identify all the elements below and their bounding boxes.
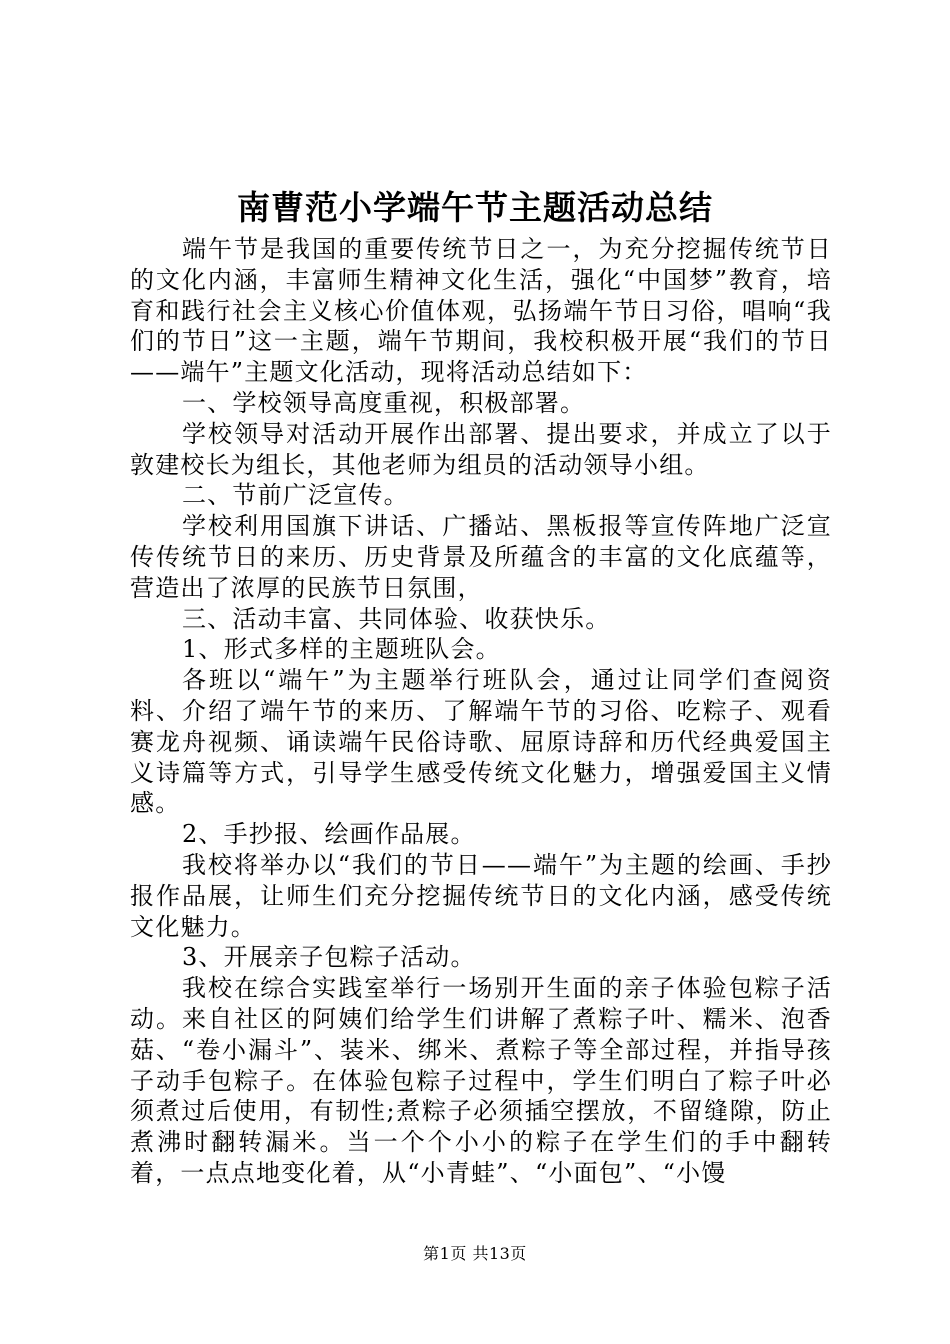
intro-paragraph: 端午节是我国的重要传统节日之一，为充分挖掘传统节日的文化内涵，丰富师生精神文化生活，强化“中国梦”教育，培育和践行社会主义核心价值体观，弘扬端午节日习俗，唱响“我们的节日”这一主题，端午节期间，我校积极开展“我们的节日——端午”主题文化活动，现将活动总结如下：: [130, 235, 832, 387]
section-heading-2: 二、节前广泛宣传。: [182, 481, 409, 510]
section-2-paragraph: 学校利用国旗下讲话、广播站、黑板报等宣传阵地广泛宣传传统节日的来历、历史背景及所蕴含的丰富的文化底蕴等，营造出了浓厚的民族节日氛围，: [130, 512, 832, 602]
subsection-2-paragraph: 我校将举办以“我们的节日——端午”为主题的绘画、手抄报作品展，让师生们充分挖掘传统节日的文化内涵，感受传统文化魅力。: [130, 850, 832, 941]
document-title: 南曹范小学端午节主题活动总结: [237, 188, 713, 227]
subsection-heading-2: 2、手抄报、绘画作品展。: [182, 820, 476, 849]
section-heading-3: 三、活动丰富、共同体验、收获快乐。: [182, 604, 611, 633]
subsection-3-paragraph: 我校在综合实践室举行一场别开生面的亲子体验包粽子活动。来自社区的阿姨们给学生们讲解了煮粽子叶、糯米、泡香菇、“卷小漏斗”、装米、绑米、煮粽子等全部过程，并指导孩子动手包粽子。在体验包粽子过程中，学生们明白了粽子叶必须煮过后使用，有韧性;煮粽子必须插空摆放，不留缝隙，防止煮沸时翻转漏米。当一个个小小的粽子在学生们的手中翻转着，一点点地变化着，从“小青蛙”、“小面包”、“小馒: [130, 974, 832, 1187]
subsection-1-paragraph: 各班以“端午”为主题举行班队会，通过让同学们查阅资料、介绍了端午节的来历、了解端午节的习俗、吃粽子、观看赛龙舟视频、诵读端午民俗诗歌、屈原诗辞和历代经典爱国主义诗篇等方式，引导学生感受传统文化魅力，增强爱国主义情感。: [130, 666, 832, 818]
subsection-heading-3: 3、开展亲子包粽子活动。: [182, 943, 476, 972]
document-body: [130, 234, 832, 1189]
section-1-paragraph: 学校领导对活动开展作出部署、提出要求，并成立了以于敦建校长为组长，其他老师为组员的活动领导小组。: [130, 419, 832, 479]
section-heading-1: 一、学校领导高度重视，积极部署。: [182, 388, 586, 417]
page-footer: 第1页 共13页: [423, 1244, 527, 1263]
subsection-heading-1: 1、形式多样的主题班队会。: [182, 635, 501, 664]
